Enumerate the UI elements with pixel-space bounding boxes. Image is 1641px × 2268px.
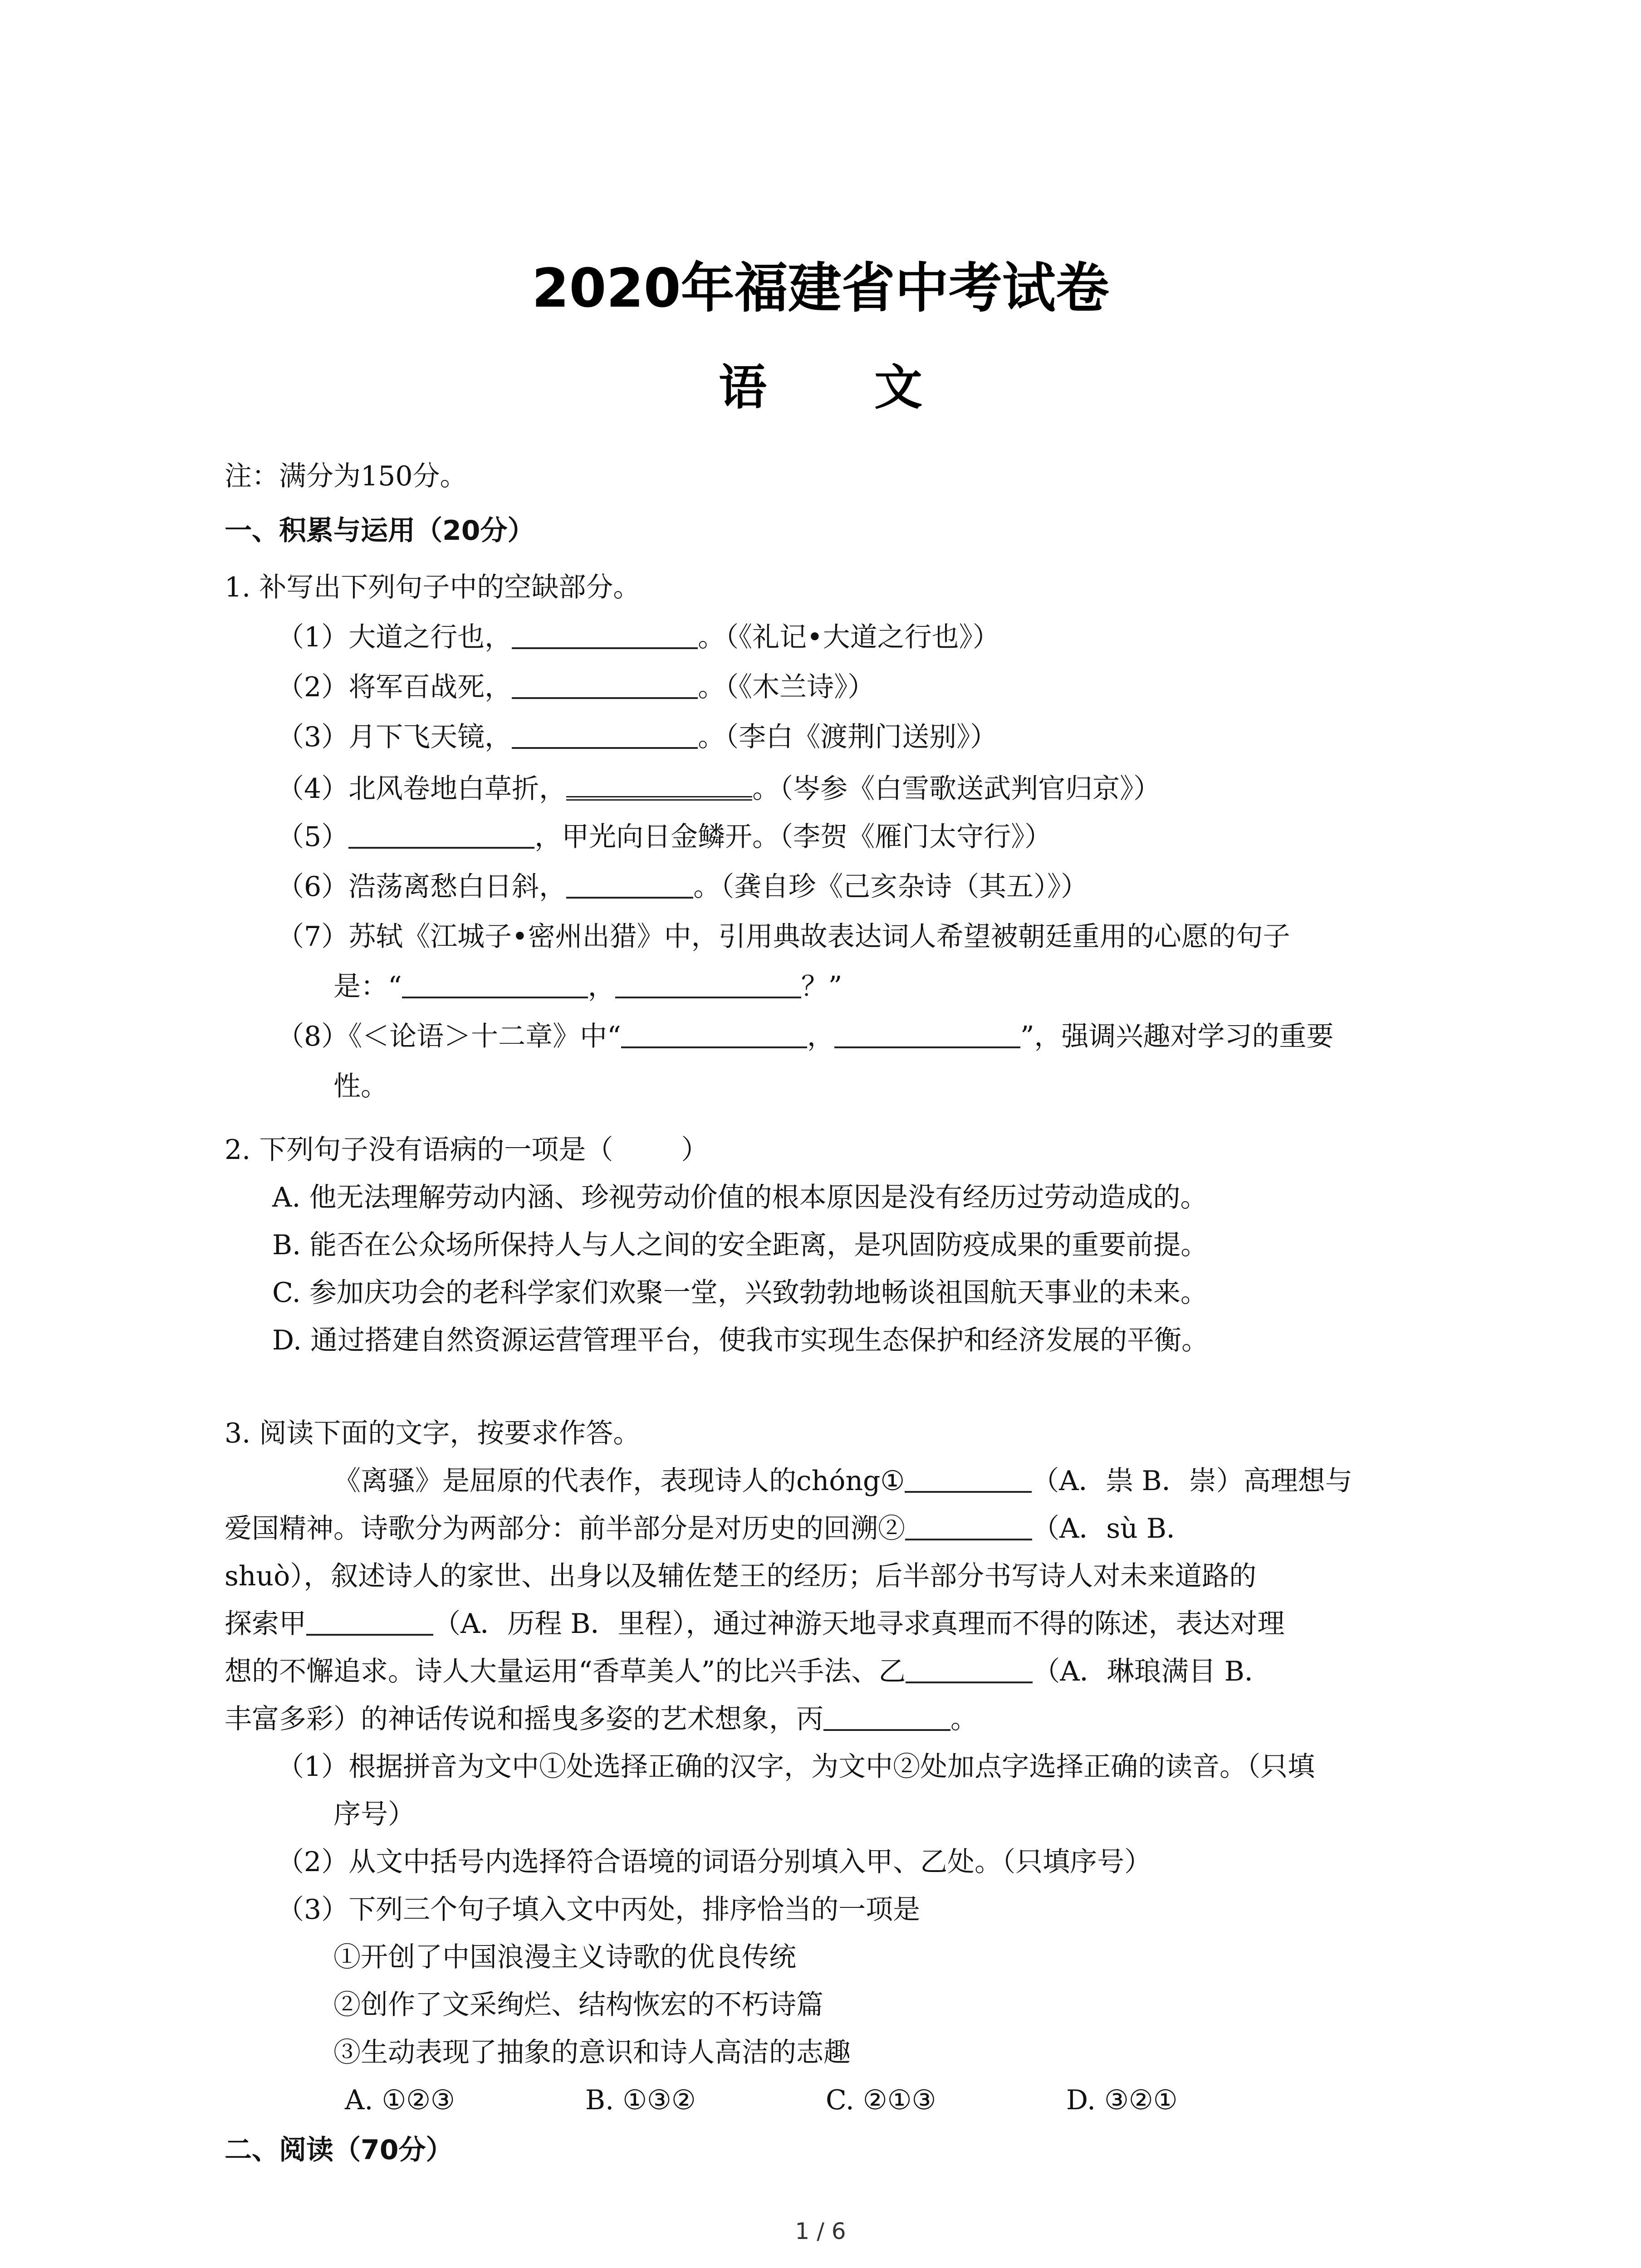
q1-item-7-pre: 是：“ — [333, 971, 402, 1002]
q3-sub-2 — [277, 1844, 1151, 1880]
answer-blank[interactable] — [402, 969, 588, 998]
q3-passage-line-1 — [333, 1463, 1352, 1499]
q3-sentence-3: ③生动表现了抽象的意识和诗人高洁的志趣 — [333, 2037, 851, 2068]
passage-text: 。 — [950, 1703, 978, 1735]
q1-item-num: （8） — [277, 1021, 349, 1052]
answer-blank[interactable] — [306, 1607, 433, 1636]
q1-item-7-post: ？” — [801, 971, 843, 1002]
q3-sub-3 — [277, 1892, 920, 1928]
q2-option-a[interactable]: A. 他无法理解劳动内涵、珍视劳动价值的根本原因是没有经历过劳动造成的。 — [272, 1182, 1208, 1213]
q1-item-7-mid: ， — [588, 971, 615, 1002]
marker-1: ① — [880, 1465, 905, 1497]
answer-blank[interactable] — [905, 1464, 1032, 1493]
q1-item-8-line2: 性。 — [333, 1070, 388, 1102]
q1-item-num: （6） — [277, 871, 349, 903]
passage-text: 探索甲 — [225, 1608, 306, 1640]
q1-item-num: （2） — [277, 671, 349, 703]
q1-item-4 — [277, 769, 1161, 807]
sub-text: 从文中括号内选择符合语境的词语分别填入甲、乙处。（只填序号） — [348, 1846, 1152, 1878]
q2-option-c[interactable]: C. 参加庆功会的老科学家们欢聚一堂，兴致勃勃地畅谈祖国航天事业的未来。 — [272, 1277, 1208, 1309]
exam-title: 2020年福建省中考试卷 — [532, 257, 1109, 319]
q3-sub-1 — [277, 1749, 1315, 1785]
choice-a[interactable]: A. ①②③ — [345, 2084, 455, 2116]
q1-item-7 — [277, 919, 1290, 955]
q1-item-5 — [277, 819, 1052, 855]
q1-item-8-mid: ， — [807, 1021, 834, 1052]
q1-item-6 — [277, 869, 1088, 905]
q1-item-num: （1） — [277, 621, 349, 653]
q1-item-post: 。（《木兰诗》） — [698, 671, 875, 703]
answer-blank[interactable] — [512, 620, 698, 649]
q1-item-pre: 月下飞天镜， — [348, 721, 512, 753]
answer-blank[interactable] — [621, 1019, 807, 1048]
answer-blank[interactable] — [906, 1654, 1033, 1683]
answer-blank[interactable] — [512, 670, 698, 699]
q2-stem-close: ） — [681, 1134, 709, 1166]
answer-blank[interactable] — [905, 1511, 1032, 1540]
q1-item-7-text: 苏轼《江城子•密州出猎》中，引用典故表达词人希望被朝廷重用的心愿的句子 — [348, 921, 1290, 953]
q1-item-8-pre: 《＜论语＞十二章》中“ — [348, 1021, 621, 1052]
q1-item-num: （4） — [277, 773, 349, 805]
passage-text: （A．琳琅满目 B． — [1033, 1656, 1272, 1687]
q3-passage-line-3 — [225, 1558, 1256, 1594]
answer-blank[interactable] — [566, 769, 752, 801]
score-note: 注：满分为150分。 — [225, 460, 467, 492]
q3-passage-line-5 — [225, 1653, 1272, 1690]
q1-item-post: 。（《礼记•大道之行也》） — [698, 621, 1000, 653]
q3-sub-1-line2: 序号） — [333, 1799, 415, 1830]
q1-item-num: （7） — [277, 921, 349, 953]
pinyin-text: chóng — [796, 1465, 881, 1497]
sub-num: （1） — [277, 1751, 349, 1783]
choice-d[interactable]: D. ③②① — [1066, 2084, 1178, 2116]
q2-option-b[interactable]: B. 能否在公众场所保持人与人之间的安全距离，是巩固防疫成果的重要前提。 — [272, 1229, 1208, 1261]
q1-item-pre: 将军百战死， — [348, 671, 512, 703]
answer-blank[interactable] — [834, 1019, 1020, 1048]
q2-stem-text: 2. 下列句子没有语病的一项是（ — [225, 1134, 613, 1166]
q1-item-1 — [277, 619, 1000, 655]
passage-text: 《离骚》是屈原的代表作，表现诗人的 — [333, 1465, 796, 1497]
q1-stem: 1. 补写出下列句子中的空缺部分。 — [225, 572, 641, 603]
q3-passage-line-6 — [225, 1701, 978, 1737]
q3-sentence-1: ①开创了中国浪漫主义诗歌的优良传统 — [333, 1941, 796, 1973]
passage-text: （A．历程 B．里程），通过神游天地寻求真理而不得的陈述，表达对理 — [433, 1608, 1285, 1640]
sub-num: （3） — [277, 1894, 349, 1926]
q1-item-2 — [277, 669, 875, 705]
choice-b[interactable]: B. ①③② — [585, 2084, 696, 2116]
section-1-title: 一、积累与运用（20分） — [225, 515, 535, 547]
q3-sentence-2: ②创作了文采绚烂、结构恢宏的不朽诗篇 — [333, 1989, 823, 2021]
sub-num: （2） — [277, 1846, 349, 1878]
answer-blank[interactable] — [566, 870, 693, 899]
q1-item-pre: 浩荡离愁白日斜， — [348, 871, 567, 903]
answer-blank[interactable] — [615, 969, 801, 998]
passage-text: （A．sù B． — [1032, 1513, 1194, 1545]
q2-stem — [225, 1132, 708, 1168]
q2-option-d[interactable]: D. 通过搭建自然资源运营管理平台，使我市实现生态保护和经济发展的平衡。 — [272, 1325, 1209, 1356]
passage-text: （A．祟 B．崇）高理想与 — [1032, 1465, 1352, 1497]
q1-item-pre: 北风卷地白草折， — [348, 773, 567, 805]
sub-text: 根据拼音为文中①处选择正确的汉字，为文中②处加点字选择正确的读音。（只填 — [348, 1751, 1315, 1783]
answer-blank[interactable] — [512, 720, 698, 749]
pinyin-text: shuò） — [225, 1560, 304, 1592]
q1-item-8 — [277, 1018, 1334, 1055]
q1-item-post: 。（李白《渡荆门送别》） — [698, 721, 998, 753]
passage-text: ，叙述诗人的家世、出身以及辅佐楚王的经历；后半部分书写诗人对未来道路的 — [304, 1560, 1257, 1592]
answer-blank[interactable] — [348, 820, 534, 849]
passage-text: 想的不懈追求。诗人大量运用“香草美人”的比兴手法、乙 — [225, 1656, 906, 1687]
answer-blank[interactable] — [823, 1702, 950, 1731]
q1-item-7-line2 — [333, 968, 842, 1005]
q3-choices — [345, 2082, 1307, 2118]
q3-passage-line-2 — [225, 1510, 1194, 1547]
q1-item-post: 。（龚自珍《己亥杂诗（其五）》） — [693, 871, 1088, 903]
page-number: 1 / 6 — [795, 2218, 846, 2244]
q1-item-post: 。（岑参《白雪歌送武判官归京》） — [752, 773, 1161, 805]
passage-text: 丰富多彩）的神话传说和摇曳多姿的艺术想象，丙 — [225, 1703, 823, 1735]
q1-item-8-post: ”，强调兴趣对学习的重要 — [1020, 1021, 1334, 1052]
q1-item-num: （3） — [277, 721, 349, 753]
q1-item-post: ，甲光向日金鳞开。（李贺《雁门太守行》） — [534, 821, 1052, 853]
sub-text: 下列三个句子填入文中丙处，排序恰当的一项是 — [348, 1894, 921, 1926]
section-2-title: 二、阅读（70分） — [225, 2134, 453, 2166]
choice-c[interactable]: C. ②①③ — [826, 2084, 936, 2116]
q1-item-3 — [277, 719, 997, 755]
q1-item-num: （5） — [277, 821, 349, 853]
q3-passage-line-4 — [225, 1606, 1285, 1642]
subject-title: 语 文 — [719, 360, 968, 415]
q3-stem: 3. 阅读下面的文字，按要求作答。 — [225, 1418, 641, 1449]
passage-text: 爱国精神。诗歌分为两部分：前半部分是对历史的回溯② — [225, 1513, 905, 1545]
q1-item-pre: 大道之行也， — [348, 621, 512, 653]
